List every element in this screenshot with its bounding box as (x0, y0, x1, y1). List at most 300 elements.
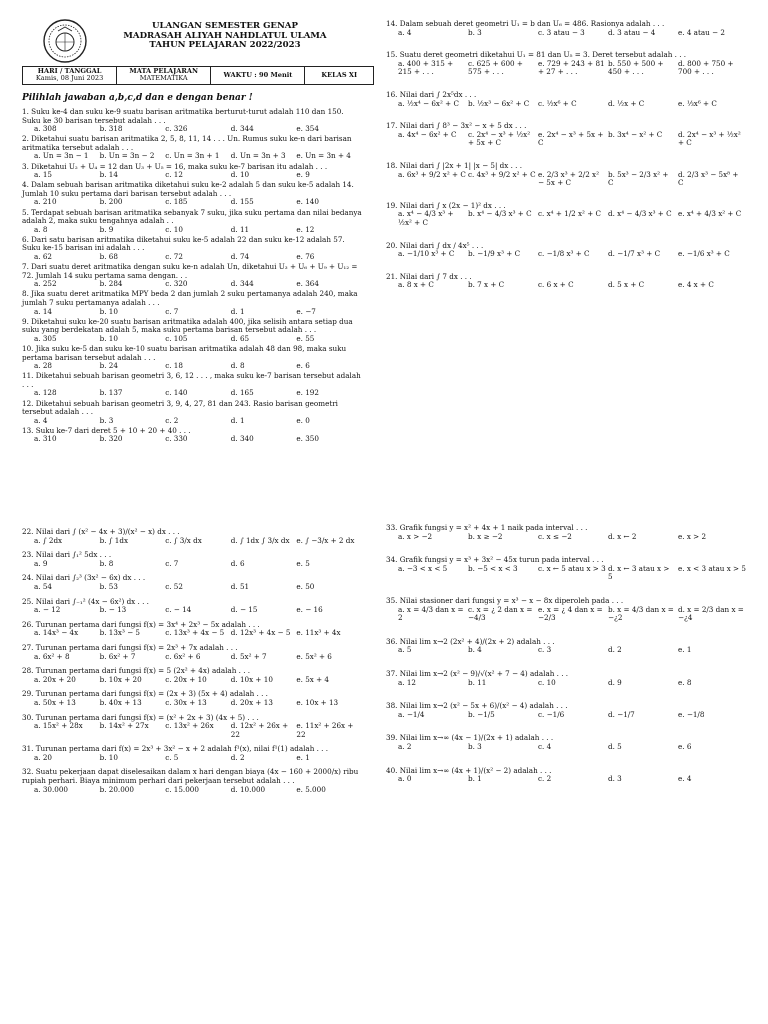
questions-22-32 (22, 528, 362, 800)
question-text: 10. Jika suku ke-5 dan suku ke-10 suatu barisan aritmatika adalah 48 dan 98, maka suku pertama barisan tersebut adalah . . . (22, 343, 347, 362)
answer-option: a. −1/10 x³ + C (398, 249, 455, 259)
answer-options (386, 29, 748, 38)
answer-option: c. 2x⁴ − x³ + ½x² + 5x + C (468, 129, 531, 148)
answer-option: e. 4 x + C (678, 280, 714, 290)
answer-option: b. 200 (99, 197, 123, 207)
answer-options (386, 565, 748, 582)
answer-option: a. −1/4 (398, 709, 425, 719)
answer-option: c. 30x + 13 (165, 697, 207, 707)
answer-option: b. 40x + 13 (99, 697, 142, 707)
answer-option: e. 6 (678, 741, 692, 751)
answer-options (386, 171, 748, 188)
question-text: 26. Turunan pertama dari fungsi f(x) = 3x⁴ + 2x³ − 5x adalah . . . (22, 619, 260, 629)
answer-option: d. 65 (230, 333, 250, 343)
answer-options (22, 362, 362, 371)
answer-option: a. ½x⁴ − 6x² + C (398, 98, 459, 108)
answer-option: d. 800 + 750 + 700 + . . . (678, 58, 734, 77)
answer-option: e. 6 (296, 361, 310, 371)
answer-option: e. 2x⁴ − x³ + 5x + C (538, 129, 604, 148)
question-item (386, 734, 748, 751)
question-text: 12. Diketahui sebuah barisan geometri 3, 9, 4, 27, 81 dan 243. Rasio barisan geometri tersebut adalah . . . (22, 398, 338, 417)
answer-option: b. 24 (99, 361, 118, 371)
answer-options (386, 743, 748, 752)
answer-option: e. 5.000 (296, 784, 326, 794)
question-item (22, 574, 362, 591)
answer-option: c. 185 (165, 197, 188, 207)
answer-option: d. 8 (230, 361, 245, 371)
answer-option: a. −3 < x < 5 (398, 563, 448, 573)
answer-option: a. 5 (398, 645, 412, 655)
answer-option: b. x = 4/3 dan x = −¿2 (608, 604, 674, 623)
title-line-3: TAHUN PELAJARAN 2022/2023 (149, 40, 301, 51)
question-item (386, 51, 748, 77)
day-date-label: HARI / TANGGAL (37, 67, 102, 75)
answer-option: d. x = 2/3 dan x = −¿4 (678, 604, 744, 623)
question-item (386, 767, 748, 784)
question-text: 23. Nilai dari ∫₁² 5dx . . . (22, 550, 112, 560)
answer-option: d. 2x⁴ − x³ + ½x² + C (678, 129, 741, 148)
time-cell: WAKTU : 90 Menit (223, 70, 293, 79)
answer-option: a. 210 (34, 197, 57, 207)
question-text: 34. Grafik fungsi y = x³ + 3x² − 45x turun pada interval . . . (386, 555, 604, 565)
answer-option: d. 344 (230, 124, 254, 134)
answer-option: d. 340 (230, 434, 254, 444)
answer-option: b. 53 (99, 581, 118, 591)
answer-option: e. 9 (296, 170, 310, 180)
answer-option: b. 10 (99, 306, 118, 316)
answer-option: d. 6 (230, 558, 245, 568)
answer-options (22, 198, 362, 207)
answer-option: a. x > −2 (398, 531, 433, 541)
answer-options (22, 125, 362, 134)
answer-option: d. 9 (608, 677, 622, 687)
answer-option: b. x ≥ −2 (468, 531, 503, 541)
question-text: 8. Jika suatu deret aritmatika MPY beda 2 dan jumlah 2 suku pertamanya adalah 240, maka jumlah 7 suku pertamanya adalah . . . (22, 289, 358, 307)
answer-option: d. Un = 3n + 3 (230, 151, 286, 161)
answer-option: d. 51 (230, 581, 250, 591)
answer-option: e. 5x + 4 (296, 674, 329, 684)
school-seal-icon (42, 18, 88, 64)
answer-option: c. x ≤ −2 (538, 531, 572, 541)
answer-option: b. Un = 3n − 2 (99, 151, 155, 161)
answer-option: e. 729 + 243 + 81 + 27 + . . . (538, 58, 605, 77)
answer-option: b. 3 (468, 27, 482, 37)
class-cell: KELAS XI (321, 70, 358, 79)
answer-option: c. 72 (165, 252, 183, 261)
answer-options (386, 775, 748, 784)
answer-option: b. 1 (468, 774, 482, 784)
answer-option: a. 20 (34, 752, 53, 762)
answer-option: d. 2/3 x³ − 5x⁸ + C (678, 169, 739, 188)
answer-option: b. 14x² + 27x (99, 721, 149, 731)
answer-option: c. 2 (538, 774, 552, 784)
question-text: 14. Dalam sebuah deret geometri U₁ = b dan U₆ = 486. Rasionya adalah . . . (386, 19, 665, 28)
answer-option: c. 20x + 10 (165, 674, 207, 684)
questions-1-13 (22, 108, 362, 445)
answer-options (22, 253, 362, 262)
answer-option: e. 350 (296, 434, 319, 444)
question-text: 13. Suku ke-7 dari deret 5 + 10 + 20 + 40 . . . (22, 425, 191, 435)
answer-option: b. 3 (468, 741, 482, 751)
answer-option: c. 2 (165, 415, 179, 425)
answer-option: d. 1 (230, 415, 245, 425)
answer-option: a. 6x³ + 9/2 x² + C (398, 169, 466, 179)
answer-option: a. 12 (398, 677, 417, 687)
title-line-1: ULANGAN SEMESTER GENAP (152, 21, 298, 31)
question-text: 19. Nilai dari ∫ x (2x − 1)² dx . . . (386, 200, 506, 210)
answer-option: e. ∫ −3/x + 2 dx (296, 535, 355, 545)
answer-option: e. 10x + 13 (296, 697, 339, 707)
answer-options (22, 226, 362, 235)
answer-options (386, 646, 748, 655)
question-item (386, 702, 748, 719)
answer-option: d. x⁴ − 4/3 x³ + C (608, 209, 672, 219)
answer-option: e. 5x² + 6 (296, 651, 332, 661)
answer-option: a. 20x + 20 (34, 674, 76, 684)
question-item (386, 670, 748, 687)
answer-option: e. 1 (296, 752, 310, 762)
answer-option: e. 5 (296, 558, 310, 568)
answer-option: a. 128 (34, 388, 57, 398)
answer-option: a. 14x³ − 4x (34, 628, 79, 638)
answer-option: e. 76 (296, 252, 315, 261)
answer-option: a. x⁴ − 4/3 x³ + ½x² + C (398, 209, 454, 227)
answer-option: d. 5 x + C (608, 280, 645, 290)
answer-options (22, 676, 362, 685)
answer-option: b. 4 (468, 645, 482, 655)
question-item (386, 202, 748, 228)
answer-options (386, 533, 748, 542)
answer-option: a. 15x² + 28x (34, 721, 83, 731)
answer-option: e. −1/8 (678, 709, 705, 719)
answer-option: d. 155 (230, 197, 254, 207)
answer-options (22, 171, 362, 180)
answer-option: d. 5x² + 7 (230, 651, 267, 661)
questions-33-40 (386, 524, 748, 799)
answer-option: a. 4 (34, 415, 48, 425)
answer-options (22, 389, 362, 398)
question-text: 36. Nilai lim x→2 (2x² + 4)/(2x + 2) adalah . . . (386, 636, 555, 646)
answer-options (386, 679, 748, 688)
question-item (22, 551, 362, 568)
answer-option: c. Un = 3n + 1 (165, 151, 220, 161)
answer-options (386, 250, 748, 259)
answer-option: b. 10 (99, 752, 118, 762)
question-item (22, 714, 362, 740)
question-text: 20. Nilai dari ∫ dx / 4x⁵ . . . (386, 240, 484, 250)
question-text: 5. Terdapat sebuah barisan aritmatika sebanyak 7 suku, jika suku pertama dan nilai bedanya adalah 2, maka suku tengahnya adalah . . (22, 207, 362, 226)
answer-option: c. 10 (538, 677, 556, 687)
question-item (22, 135, 362, 161)
question-item (22, 667, 362, 684)
answer-option: d. −1/7 x³ + C (608, 249, 661, 259)
answer-option: c. x⁴ + 1/2 x² + C (538, 209, 601, 219)
answer-option: e. ⅓x⁶ + C (678, 98, 717, 108)
question-text: 22. Nilai dari ∫ (x² − 4x + 3)/(x² − x) dx . . . (22, 527, 180, 536)
answer-option: a. 0 (398, 774, 412, 784)
answer-option: a. 2 (398, 741, 412, 751)
question-text: 6. Dari satu barisan aritmatika diketahui suku ke-5 adalah 22 dan suku ke-12 adalah 57. Suku ke-15 barisan ini adalah . . . (22, 234, 345, 253)
answer-option: b. 11 (468, 677, 487, 687)
answer-option: e. 1 (678, 645, 692, 655)
question-item (386, 242, 748, 259)
answer-option: a. 28 (34, 361, 53, 371)
answer-option: b. − 13 (99, 605, 127, 615)
answer-option: c. 4 (538, 741, 552, 751)
answer-options (22, 699, 362, 708)
question-item (22, 108, 362, 134)
question-item (22, 345, 362, 371)
answer-option: b. x⁴ − 4/3 x³ + C (468, 209, 532, 219)
answer-option: d. x ← 3 atau x > 5 (608, 563, 670, 582)
exam-title (95, 22, 355, 51)
answer-option: c. 6x² + 6 (165, 651, 201, 661)
answer-option: d. ½x + C (608, 98, 645, 108)
answer-option: e. 8 (678, 677, 692, 687)
answer-option: b. 5x³ − 2/3 x² + C (608, 169, 669, 188)
questions-14-21 (386, 20, 748, 304)
question-item (386, 638, 748, 655)
answer-option: b. 550 + 500 + 450 + . . . (608, 58, 664, 77)
answer-option: b. 284 (99, 279, 123, 289)
answer-option: c. 3 (538, 645, 552, 655)
answer-option: d. 20x + 13 (230, 697, 273, 707)
question-text: 29. Turunan pertama dari fungsi f(x) = (2x + 3) (5x + 4) adalah . . . (22, 689, 268, 699)
question-text: 24. Nilai dari ∫₂³ (3x² − 6x) dx . . . (22, 573, 146, 583)
answer-option: d. 5 (608, 741, 622, 751)
answer-options (22, 280, 362, 289)
answer-option: a. 62 (34, 252, 53, 261)
answer-option: d. 165 (230, 388, 254, 398)
answer-options (22, 786, 362, 795)
answer-option: b. ½x³ − 6x² + C (468, 98, 530, 108)
answer-options (386, 606, 748, 623)
answer-option: a. 54 (34, 581, 53, 591)
answer-option: b. 10 (99, 333, 118, 343)
question-item (22, 209, 362, 235)
question-text: 21. Nilai dari ∫ 7 dx . . . (386, 271, 472, 281)
question-text: 11. Diketahui sebuah barisan geometri 3, 6, 12 . . . , maka suku ke-7 barisan tersebut adalah . . . (22, 371, 361, 389)
answer-options (22, 537, 362, 546)
question-item (386, 556, 748, 582)
answer-option: c. 7 (165, 306, 179, 316)
answer-option: b. 320 (99, 434, 123, 444)
answer-option: e. x < 3 atau x > 5 (678, 563, 746, 573)
answer-option: c. 330 (165, 434, 188, 444)
answer-option: c. 7 (165, 558, 179, 568)
answer-option: a. 6x² + 8 (34, 651, 70, 661)
answer-options (22, 560, 362, 569)
answer-option: d. 10.000 (230, 784, 266, 794)
answer-option: b. 9 (99, 224, 114, 234)
question-item (22, 181, 362, 207)
answer-option: b. 14 (99, 170, 118, 180)
answer-option: e. 4 atau − 2 (678, 27, 725, 37)
answer-options (386, 210, 748, 227)
question-item (22, 290, 362, 316)
answer-option: e. 364 (296, 279, 319, 289)
question-item (22, 690, 362, 707)
answer-option: c. x = ¿ 2 dan x = −4/3 (468, 604, 533, 623)
answer-option: e. 4 (678, 774, 692, 784)
question-text: 37. Nilai lim x→2 (x² − 9)/√(x² + 7 − 4) adalah . . . (386, 668, 569, 678)
answer-option: d. ∫ 1dx ∫ 3/x dx (230, 535, 290, 545)
answer-option: c. 6 x + C (538, 280, 574, 290)
question-text: 31. Turunan pertama dari f(x) = 2x³ + 3x² − x + 2 adalah f¹(x), nilai f¹(1) adalah . . . (22, 744, 329, 754)
answer-option: d. − 15 (230, 605, 258, 615)
answer-option: e. 2/3 x³ + 2/2 x² − 5x + C (538, 169, 599, 188)
question-text: 17. Nilai dari ∫ 8³ − 3x² − x + 5 dx . . . (386, 121, 527, 131)
question-item (386, 122, 748, 148)
question-text: 25. Nilai dari ∫₋₁² (4x − 6x²) dx . . . (22, 596, 149, 606)
answer-option: c. 52 (165, 581, 183, 591)
answer-option: e. Un = 3n + 4 (296, 151, 351, 161)
question-item (386, 20, 748, 37)
answer-options (386, 131, 748, 148)
question-item (22, 318, 362, 344)
answer-option: e. 0 (296, 415, 310, 425)
answer-option: c. 3 atau − 3 (538, 27, 585, 37)
answer-option: e. 55 (296, 333, 315, 343)
answer-option: c. 105 (165, 333, 188, 343)
question-text: 38. Nilai lim x→2 (x² − 5x + 6)/(x² − 4) adalah . . . (386, 701, 568, 711)
answer-options (22, 606, 362, 615)
answer-option: a. 8 x + C (398, 280, 434, 290)
answer-option: e. 11x² + 26x + 22 (296, 721, 354, 739)
question-text: 40. Nilai lim x→∞ (4x + 1)/(x² − 2) adalah . . . (386, 765, 552, 775)
answer-option: c. ∫ 3/x dx (165, 535, 202, 545)
question-item (386, 597, 748, 623)
answer-option: a. x = 4/3 dan x = 2 (398, 604, 464, 623)
answer-option: e. 354 (296, 124, 319, 134)
answer-option: c. 140 (165, 388, 188, 398)
question-text: 32. Suatu pekerjaan dapat diselesaikan dalam x hari dengan biaya (4x − 160 + 2000/x) ribu rupiah perhari. Biaya minimum perhari dari pekerjaan tersebut adalah . . . (22, 767, 359, 786)
answer-option: a. 305 (34, 333, 57, 343)
answer-option: a. 310 (34, 434, 57, 444)
answer-options (22, 435, 362, 444)
answer-options (22, 417, 362, 426)
answer-option: b. 20.000 (99, 784, 134, 794)
answer-option: b. 8 (99, 558, 114, 568)
question-item (22, 621, 362, 638)
answer-options (22, 583, 362, 592)
question-item (22, 263, 362, 289)
answer-option: d. 12x³ + 4x − 5 (230, 628, 291, 638)
question-item (386, 524, 748, 541)
question-text: 16. Nilai dari ∫ 2x⁵dx . . . (386, 89, 477, 99)
answer-option: c. 10 (165, 224, 183, 234)
question-text: 15. Suatu deret geometri diketahui U₁ = 81 dan U₅ = 3. Deret tersebut adalah . . . (386, 50, 687, 60)
answer-options (386, 60, 748, 77)
question-text: 9. Diketahui suku ke-20 suatu barisan aritmatika adalah 400, jika selisih antara setiap dua suku yang berdekatan adalah 5, maka suku pertama barisan tersebut adalah . . . (22, 316, 353, 335)
question-item (386, 162, 748, 188)
answer-option: b. 10x + 20 (99, 674, 142, 684)
answer-option: d. 10 (230, 170, 250, 180)
answer-option: b. 137 (99, 388, 123, 398)
answer-option: c. x ← 5 atau x > 3 (538, 563, 606, 573)
answer-option: d. 1 (230, 306, 245, 316)
answer-option: b. 3 (99, 415, 114, 425)
instruction-text: Pilihlah jawaban a,b,c,d dan e dengan benar ! (22, 93, 253, 103)
answer-option: c. −1/6 (538, 709, 565, 719)
question-text: 4. Dalam sebuah barisan aritmatika diketahui suku ke-2 adalah 5 dan suku ke-5 adalah 14. Jumlah 10 suku pertama dari barisan tersebut adalah . . . (22, 180, 354, 198)
subject-label: MATA PELAJARAN (129, 67, 199, 75)
question-item (386, 273, 748, 290)
answer-option: c. 18 (165, 361, 183, 371)
answer-option: a. 15 (34, 170, 53, 180)
answer-option: b. 13x³ − 5 (99, 628, 141, 638)
answer-option: c. 15.000 (165, 784, 199, 794)
answer-option: e. 192 (296, 388, 319, 398)
answer-option: c. 320 (165, 279, 188, 289)
question-text: 3. Diketahui U₂ + U₄ = 12 dan U₃ + U₅ = 16, maka suku ke-7 barisan itu adalah . . . (22, 161, 328, 171)
answer-option: d. 3 (608, 774, 622, 784)
question-item (22, 163, 362, 180)
answer-option: e. x = ¿ 4 dan x = −2/3 (538, 604, 603, 623)
question-item (22, 644, 362, 661)
answer-option: e. 11x³ + 4x (296, 628, 341, 638)
answer-option: b. 3x⁴ − x² + C (608, 129, 663, 139)
answer-option: d. 344 (230, 279, 254, 289)
answer-options (386, 281, 748, 290)
answer-option: c. −1/8 x³ + C (538, 249, 590, 259)
answer-option: a. 400 + 315 + 215 + . . . (398, 58, 454, 77)
answer-option: a. 4 (398, 27, 412, 37)
answer-option: e. x > 2 (678, 531, 707, 541)
answer-option: d. 2 (230, 752, 245, 762)
question-item (22, 598, 362, 615)
day-date-value: Kamis, 08 Juni 2023 (35, 74, 104, 83)
question-item (22, 427, 362, 444)
answer-option: a. 8 (34, 224, 48, 234)
question-text: 28. Turunan pertama dari fungsi f(x) = 5 (2x² + 4x) adalah . . . (22, 666, 251, 676)
answer-option: e. − 16 (296, 605, 323, 615)
title-line-2: MADRASAH ALIYAH NAHDLATUL ULAMA (123, 30, 327, 41)
answer-option: c. 625 + 600 + 575 + . . . (468, 58, 523, 77)
answer-option: c. 12 (165, 170, 183, 180)
question-text: 7. Dari suatu deret aritmatika dengan suku ke-n adalah Un, diketahui U₃ + U₆ + U₉ + U₁₂ = 72. Jumlah 14 suku pertama sama dengan. . . (22, 262, 358, 280)
answer-option: b. ∫ 1dx (99, 535, 129, 545)
answer-options (22, 308, 362, 317)
answer-option: d. 12x² + 26x + 22 (230, 721, 289, 739)
answer-option: a. 50x + 13 (34, 697, 76, 707)
answer-option: d. 74 (230, 252, 250, 261)
question-text: 1. Suku ke-4 dan suku ke-9 suatu barisan aritmatika berturut-turut adalah 110 dan 150. Suku ke 30 barisan tersebut adalah . . . (22, 107, 344, 125)
answer-option: e. x⁴ + 4/3 x² + C (678, 209, 742, 219)
question-item (22, 528, 362, 545)
answer-option: c. 13x² + 26x (165, 721, 214, 731)
question-item (22, 372, 362, 398)
answer-option: c. ½x⁶ + C (538, 98, 577, 108)
answer-option: a. 9 (34, 558, 48, 568)
question-text: 18. Nilai dari ∫ |2x + 1| |x − 5| dx . . . (386, 160, 523, 170)
answer-options (22, 335, 362, 344)
subject-value: MATEMATIKA (139, 74, 188, 83)
answer-option: d. 10x + 10 (230, 674, 273, 684)
answer-option: d. 11 (230, 224, 250, 234)
answer-option: b. 318 (99, 124, 123, 134)
question-text: 27. Turunan pertama dari fungsi f(x) = 2x³ + 7x adalah . . . (22, 642, 238, 652)
question-item (22, 400, 362, 426)
answer-option: d. 2 (608, 645, 622, 655)
answer-option: b. 68 (99, 252, 118, 261)
answer-option: d. 3 atau − 4 (608, 27, 656, 37)
answer-option: a. − 12 (34, 605, 61, 615)
answer-options (22, 152, 362, 161)
question-text: 2. Diketahui suatu barisan aritmatika 2, 5, 8, 11, 14 . . . Un. Rumus suku ke-n dari barisan aritmatika tersebut adalah . . . (22, 134, 352, 152)
answer-option: b. 7 x + C (468, 280, 505, 290)
answer-option: c. 13x³ + 4x − 5 (165, 628, 225, 638)
